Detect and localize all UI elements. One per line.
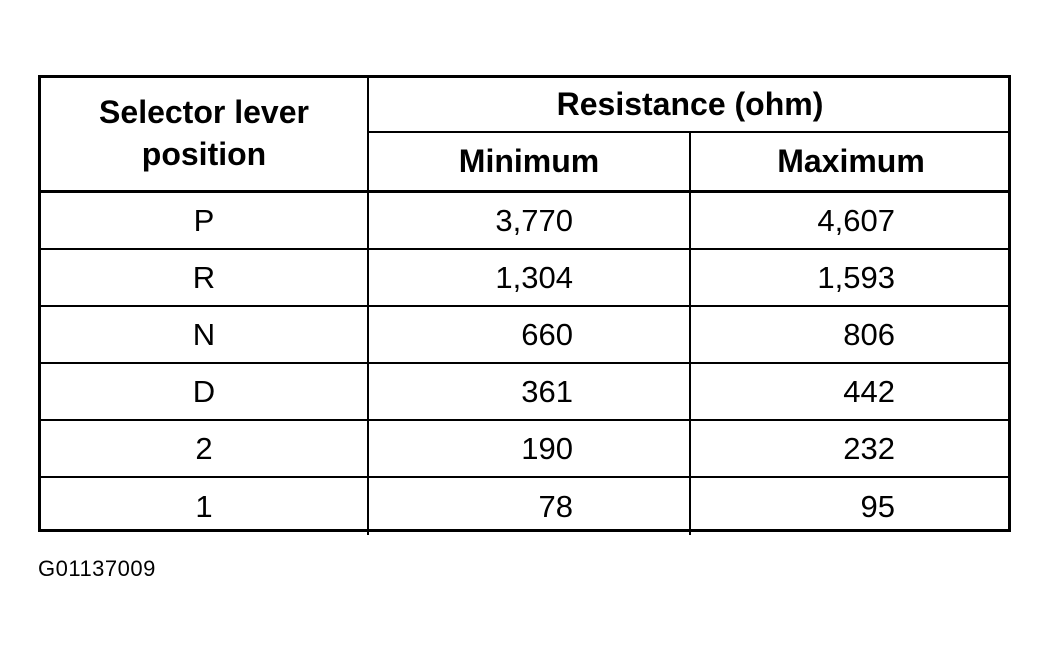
resistance-table	[38, 75, 1011, 532]
header-minimum: Minimum	[369, 133, 691, 190]
cell-minimum: 190	[369, 421, 691, 476]
table-row	[41, 193, 1011, 250]
cell-maximum: 4,607	[817, 202, 895, 238]
cell-minimum: 78	[369, 478, 691, 535]
table-row	[41, 421, 1011, 478]
cell-position: P	[41, 193, 369, 248]
cell-position: R	[41, 250, 369, 305]
cell-minimum: 361	[369, 364, 691, 419]
table-row	[41, 250, 1011, 307]
cell-maximum: 95	[860, 488, 895, 524]
header-position-line1: Selector lever	[99, 94, 309, 131]
table-row	[41, 307, 1011, 364]
figure-id: G01137009	[38, 556, 156, 581]
header-resistance: Resistance (ohm)	[369, 78, 1011, 133]
cell-maximum: 806	[843, 316, 895, 352]
cell-maximum: 1,593	[817, 259, 895, 295]
cell-position: D	[41, 364, 369, 419]
cell-position: 1	[41, 478, 369, 535]
cell-position: N	[41, 307, 369, 362]
table-row	[41, 478, 1011, 535]
cell-minimum: 1,304	[369, 250, 691, 305]
cell-minimum: 3,770	[369, 193, 691, 248]
cell-maximum: 232	[843, 430, 895, 466]
cell-maximum: 442	[843, 373, 895, 409]
cell-minimum: 660	[369, 307, 691, 362]
table-row	[41, 364, 1011, 421]
header-selector-lever-position	[41, 78, 369, 190]
cell-position: 2	[41, 421, 369, 476]
header-maximum: Maximum	[777, 142, 925, 179]
header-position-line2: position	[141, 136, 267, 172]
